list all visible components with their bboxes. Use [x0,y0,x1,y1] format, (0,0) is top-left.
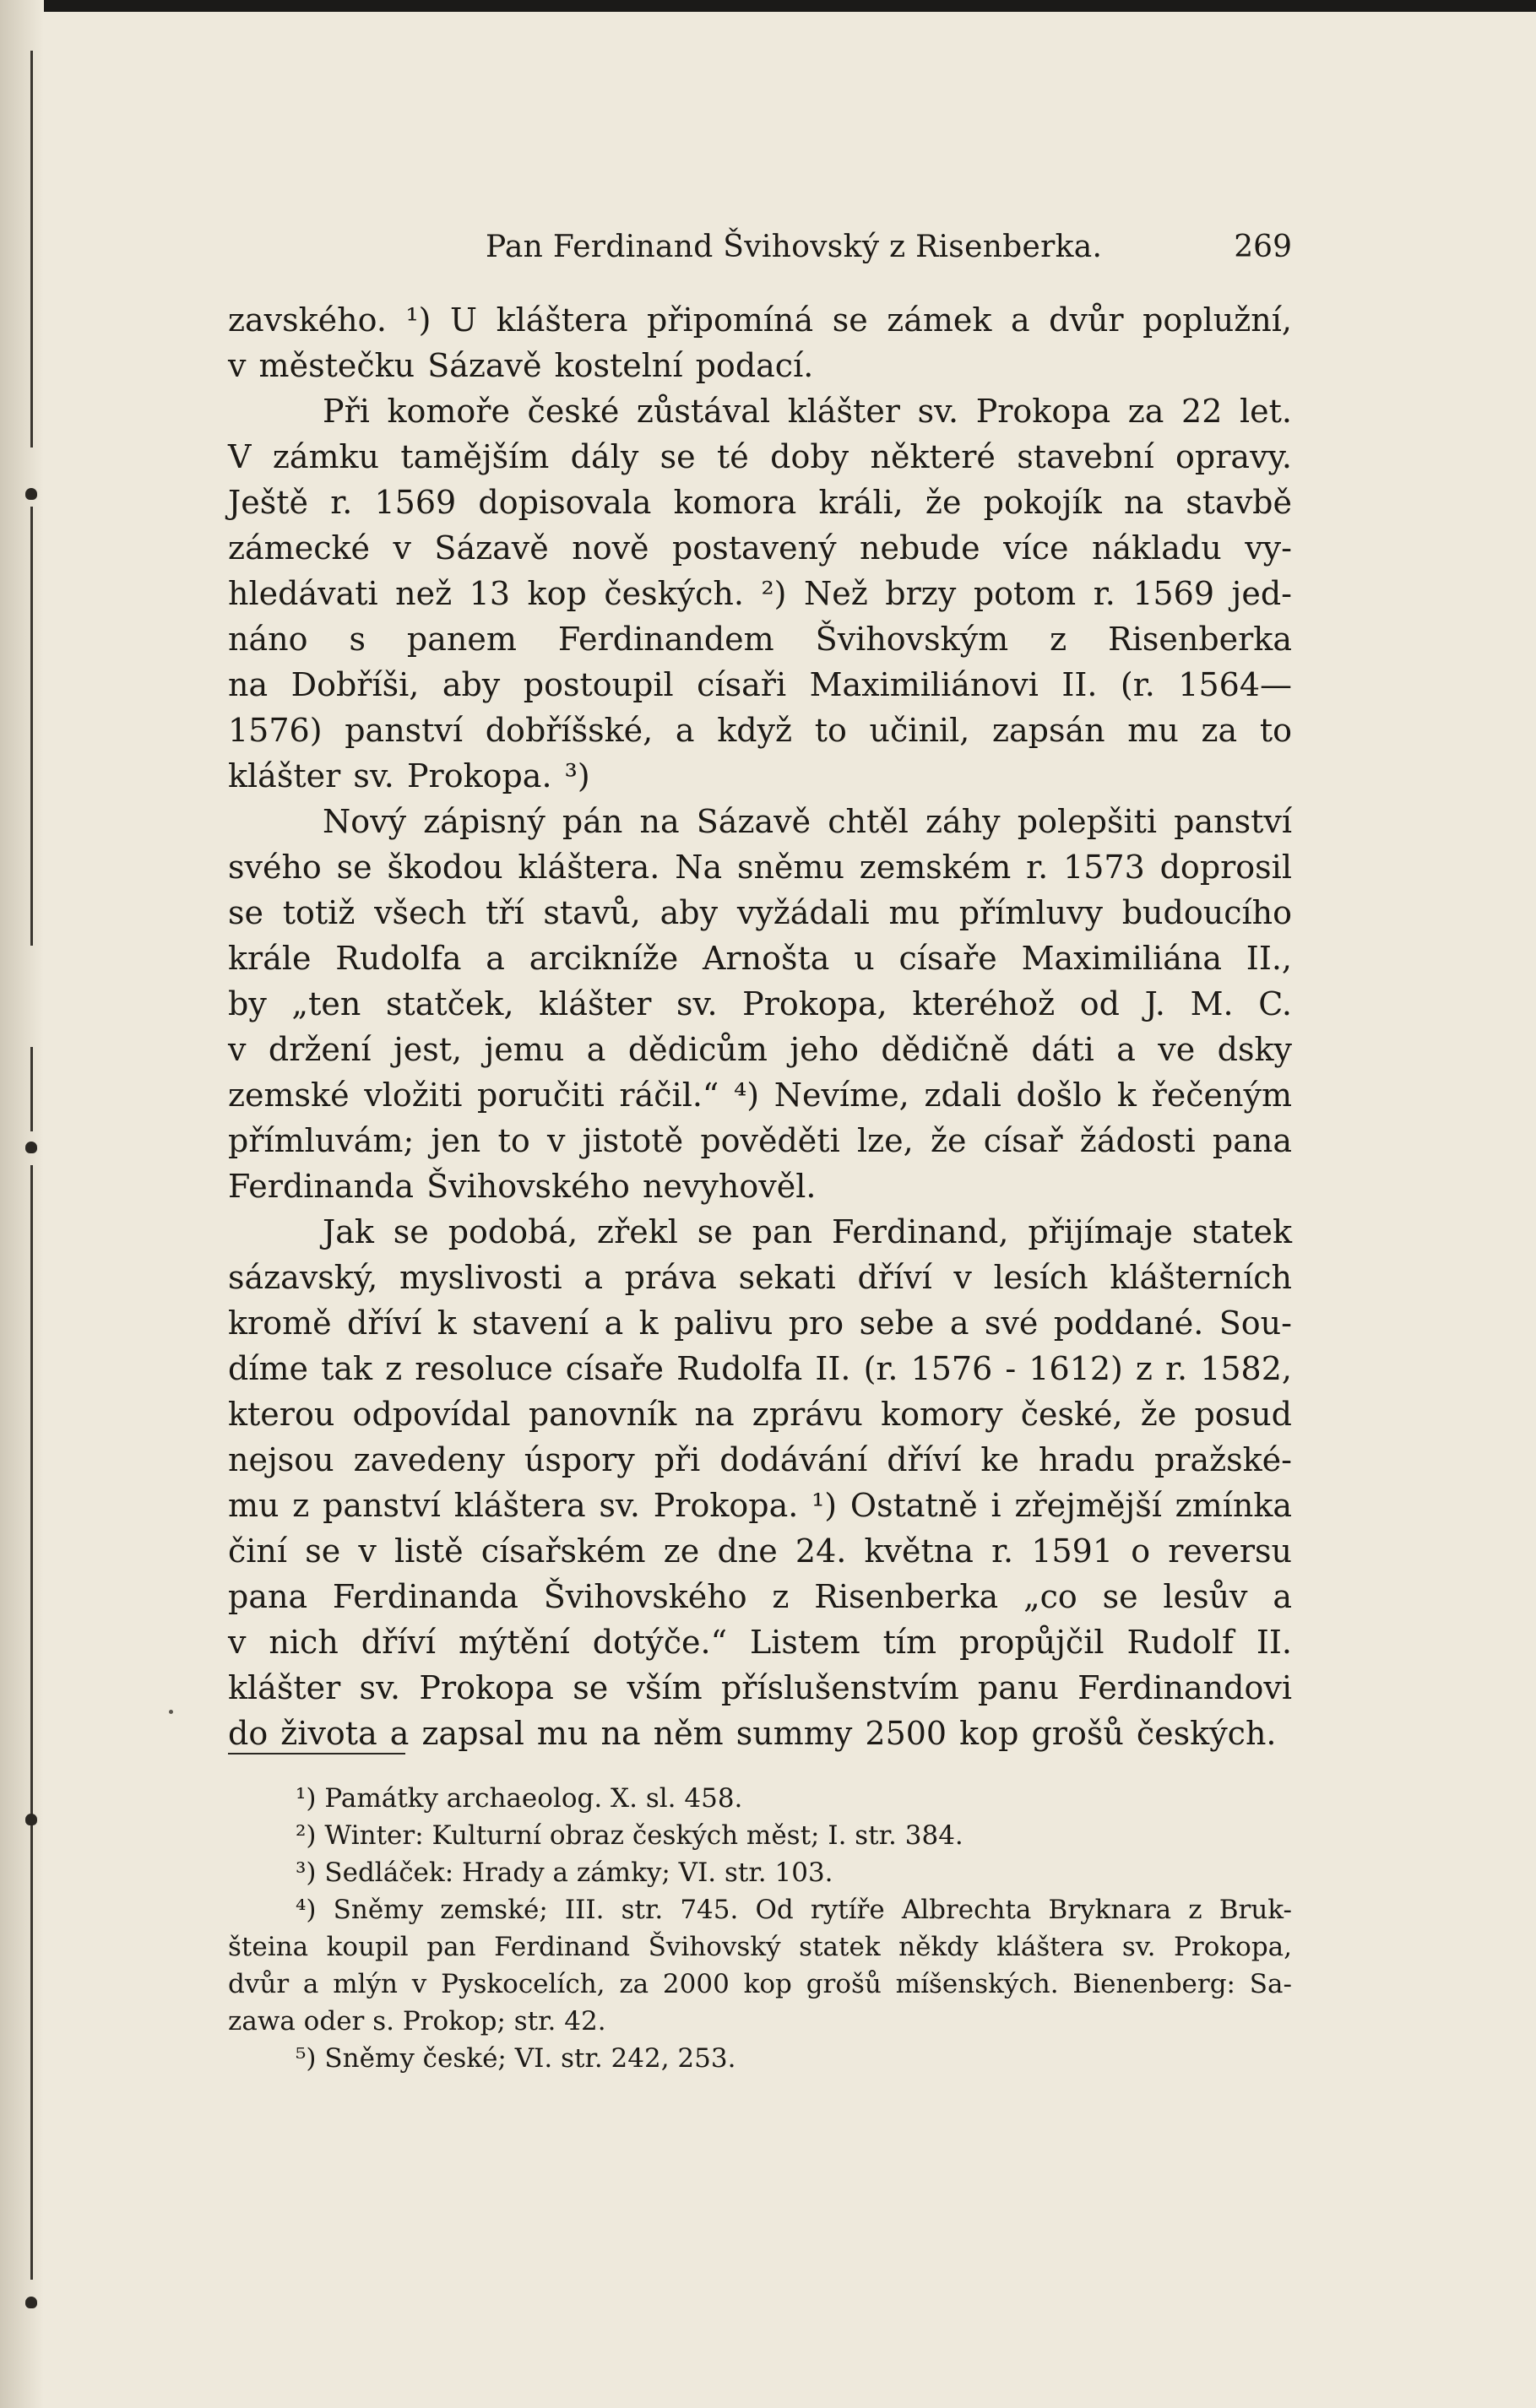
footnote-line: ⁴) Sněmy zemské; III. str. 745. Od rytíře Albrechta Bryknara z Bruk- [296,1895,1292,1925]
body-line: sázavský, myslivosti a práva sekati dříví v lesích klášterních [228,1259,1292,1296]
footnote-line: ⁵) Sněmy české; VI. str. 242, 253. [296,2043,736,2074]
main-text [228,297,1292,1756]
body-line: mu z panství kláštera sv. Prokopa. ¹) Ostatně i zřejmější zmínka [228,1487,1292,1524]
body-line: V zámku tamějším dály se té doby některé stavební opravy. [228,438,1292,475]
body-line: Ještě r. 1569 dopisovala komora králi, že pokojík na stavbě [228,484,1292,521]
body-line: klášter sv. Prokopa se vším příslušenstvím panu Ferdinandovi [228,1669,1292,1706]
body-line: klášter sv. Prokopa. ³) [228,757,590,795]
body-line: na Dobříši, aby postoupil císaři Maximiliánovi II. (r. 1564— [228,666,1292,703]
binding-thread [30,1165,33,2280]
binding-stitch [25,488,37,500]
body-line: pana Ferdinanda Švihovského z Risenberka „co se lesův a [228,1578,1292,1615]
body-line: krále Rudolfa a arcikníže Arnošta u císaře Maximiliána II., [228,940,1292,977]
binding-stitch [25,1814,37,1825]
footnote-line: šteina koupil pan Ferdinand Švihovský statek někdy kláštera sv. Prokopa, [228,1932,1292,1962]
binding-stitch [25,2297,37,2308]
body-line: přímluvám; jen to v jistotě pověděti lze, že císař žádosti pana [228,1122,1292,1159]
body-line: v držení jest, jemu a dědicům jeho dědičně dáti a ve dsky [228,1031,1292,1068]
body-line: Nový zápisný pán na Sázavě chtěl záhy polepšiti panství [323,803,1292,840]
book-binding-edge [0,0,44,2408]
body-line: činí se v listě císařském ze dne 24. května r. 1591 o reversu [228,1532,1292,1570]
binding-stitch [25,1142,37,1153]
scan-top-edge [0,0,1536,12]
running-title: Pan Ferdinand Švihovský z Risenberka. [486,230,1103,264]
body-line: zavského. ¹) U kláštera připomíná se zámek a dvůr poplužní, [228,301,1292,339]
body-line: hledávati než 13 kop českých. ²) Než brzy potom r. 1569 jed- [228,575,1292,612]
binding-thread [30,1047,33,1131]
body-line: Jak se podobá, zřekl se pan Ferdinand, přijímaje statek [323,1213,1292,1250]
running-header [228,230,1292,272]
body-line: 1576) panství dobříšské, a když to učinil, zapsán mu za to [228,712,1292,749]
footnotes [228,1780,1292,2077]
footnote-line: dvůr a mlýn v Pyskocelích, za 2000 kop grošů míšenských. Bienenberg: Sa- [228,1969,1292,1999]
page-number: 269 [1234,230,1292,264]
paper-speck [169,1710,173,1714]
body-line: se totiž všech tří stavů, aby vyžádali mu přímluvy budoucího [228,894,1292,931]
binding-thread [30,51,33,447]
body-line: v městečku Sázavě kostelní podací. [228,347,814,384]
body-line: by „ten statček, klášter sv. Prokopa, kteréhož od J. M. C. [228,985,1292,1022]
body-line: zemské vložiti poručiti ráčil.“ ⁴) Nevíme, zdali došlo k řečeným [228,1077,1292,1114]
body-line: do života a zapsal mu na něm summy 2500 kop grošů českých. [228,1715,1277,1752]
body-line: náno s panem Ferdinandem Švihovským z Risenberka [228,621,1292,658]
footnote-line: zawa oder s. Prokop; str. 42. [228,2006,606,2036]
body-line: Ferdinanda Švihovského nevyhověl. [228,1168,817,1205]
binding-thread [30,507,33,946]
body-line: zámecké v Sázavě nově postavený nebude více nákladu vy- [228,529,1292,567]
body-line: svého se škodou kláštera. Na sněmu zemském r. 1573 doprosil [228,849,1292,886]
footnote-line: ²) Winter: Kulturní obraz českých měst; I. str. 384. [296,1820,963,1851]
body-line: díme tak z resoluce císaře Rudolfa II. (r. 1576 - 1612) z r. 1582, [228,1350,1292,1387]
body-line: nejsou zavedeny úspory při dodávání dříví ke hradu pražské- [228,1441,1292,1478]
footnote-separator [228,1753,405,1754]
body-line: v nich dříví mýtění dotýče.“ Listem tím propůjčil Rudolf II. [228,1624,1292,1661]
body-line: kromě dříví k stavení a k palivu pro sebe a své poddané. Sou- [228,1304,1292,1342]
body-line: Při komoře české zůstával klášter sv. Prokopa za 22 let. [323,393,1292,430]
footnote-line: ¹) Památky archaeolog. X. sl. 458. [296,1783,743,1814]
body-line: kterou odpovídal panovník na zprávu komory české, že posud [228,1396,1292,1433]
footnote-line: ³) Sedláček: Hrady a zámky; VI. str. 103. [296,1858,833,1888]
